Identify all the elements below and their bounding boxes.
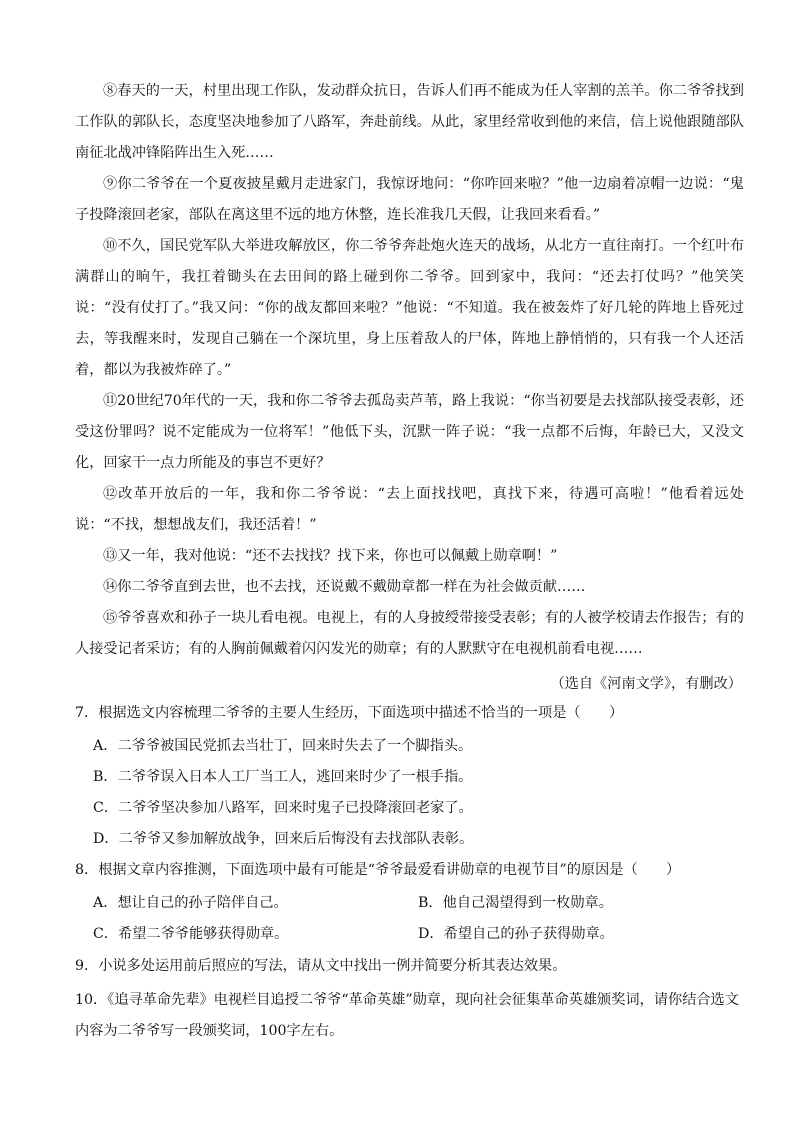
option-letter: A． xyxy=(93,738,118,754)
q7-option-a[interactable] xyxy=(93,732,472,760)
q8-option-d[interactable] xyxy=(418,920,614,948)
option-text: 希望自己的孙子获得勋章。 xyxy=(443,926,614,942)
paragraph-10: ⑩不久，国民党军队大举进攻解放区，你二爷爷奔赴炮火连天的战场，从北方一直往南打。一个红叶布满群山的晌午，我扛着锄头在去田间的路上碰到你二爷爷。回到家中，我问：“还去打仗吗？”他笑笑说：“没有仗打了。”我又问：“你的战友都回来啦？”他说：“不知道。我在被轰炸了好几轮的阵地上昏死过去，等我醒来时，发现自己躺在一个深坑里，身上压着敌人的尸体，阵地上静悄悄的，只有我一个人还活着，都以为我被炸碎了。” xyxy=(75,238,744,378)
option-letter: D． xyxy=(418,926,444,942)
option-text: 希望二爷爷能够获得勋章。 xyxy=(118,926,289,942)
source-note: （选自《河南文学》，有删改） xyxy=(550,676,742,692)
option-letter: D． xyxy=(93,831,119,847)
question-8-stem: 8．根据文章内容推测，下面选项中最有可能是“爷爷最爱看讲勋章的电视节目”的原因是（ ） xyxy=(75,862,681,878)
q8-option-b[interactable] xyxy=(418,889,613,917)
q7-option-b[interactable] xyxy=(93,763,472,791)
paragraph-14: ⑭你二爷爷直到去世，也不去找，还说戴不戴勋章都一样在为社会做贡献…… xyxy=(103,579,586,595)
option-letter: C． xyxy=(93,800,119,816)
option-letter: B． xyxy=(93,769,118,785)
q7-option-c[interactable] xyxy=(93,794,473,822)
question-7-stem: 7．根据选文内容梳理二爷爷的主要人生经历，下面选项中描述不恰当的一项是（ ） xyxy=(75,705,624,721)
option-text: 他自己渴望得到一枚勋章。 xyxy=(442,895,613,911)
paragraph-12: ⑫改革开放后的一年，我和你二爷爷说：“去上面找找吧，真找下来，待遇可高啦！”他看着远处说：“不找，想想战友们，我还活着！” xyxy=(75,486,744,533)
option-text: 二爷爷坚决参加八路军，回来时鬼子已投降滚回老家了。 xyxy=(118,800,473,816)
option-letter: C． xyxy=(93,926,119,942)
option-letter: B． xyxy=(418,895,443,911)
question-9-stem: 9．小说多处运用前后照应的写法，请从文中找出一例并简要分析其表达效果。 xyxy=(75,958,567,974)
q7-option-d[interactable] xyxy=(93,825,473,853)
option-letter: A． xyxy=(93,895,118,911)
paragraph-15: ⑮爷爷喜欢和孙子一块儿看电视。电视上，有的人身披绶带接受表彰；有的人被学校请去作报告；有的人接受记者采访；有的人胸前佩戴着闪闪发光的勋章；有的人默默守在电视机前看电视…… xyxy=(75,610,744,657)
q8-option-a[interactable] xyxy=(93,889,288,917)
option-text: 想让自己的孙子陪伴自己。 xyxy=(117,895,288,911)
paragraph-13: ⑬又一年，我对他说：“还不去找找？找下来，你也可以佩戴上勋章啊！” xyxy=(103,548,558,564)
question-10-stem: 10．《追寻革命先辈》电视栏目追授二爷爷“革命英雄”勋章，现向社会征集革命英雄颁奖词，请你结合选文内容为二爷爷写一段颁奖词，100字左右。 xyxy=(75,992,739,1039)
paragraph-8: ⑧春天的一天，村里出现工作队，发动群众抗日，告诉人们再不能成为任人宰割的羔羊。你二爷爷找到工作队的郭队长，态度坚决地参加了八路军，奔赴前线。从此，家里经常收到他的来信，信上说他跟随部队南征北战冲锋陷阵出生入死…… xyxy=(75,83,744,161)
option-text: 二爷爷被国民党抓去当壮丁，回来时失去了一个脚指头。 xyxy=(117,738,473,754)
option-text: 二爷爷又参加解放战争，回来后后悔没有去找部队表彰。 xyxy=(118,831,474,847)
paragraph-9: ⑨你二爷爷在一个夏夜披星戴月走进家门，我惊讶地问：“你咋回来啦？”他一边扇着凉帽一边说：“鬼子投降滚回老家，部队在离这里不远的地方休整，连长准我几天假，让我回来看看。” xyxy=(75,176,744,223)
paragraph-11: ⑪20世纪70年代的一天，我和你二爷爷去孤岛卖芦苇，路上我说：“你当初要是去找部队接受表彰，还受这份罪吗？说不定能成为一位将军！”他低下头，沉默一阵子说：“我一点都不后悔，年龄已大，又没文化，回家干一点力所能及的事岂不更好？ xyxy=(75,393,744,471)
q8-option-c[interactable] xyxy=(93,920,288,948)
option-text: 二爷爷误入日本人工厂当工人，逃回来时少了一根手指。 xyxy=(117,769,473,785)
